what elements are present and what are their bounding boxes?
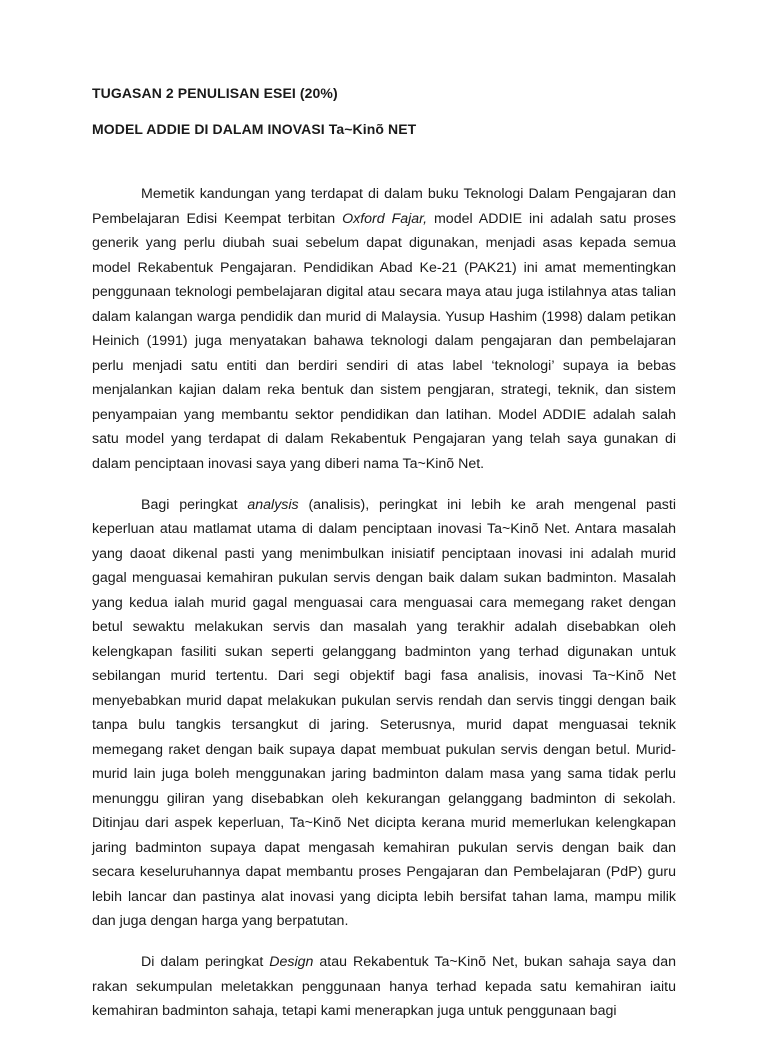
paragraph-text: (analisis), peringkat ini lebih ke arah mengenal pasti keperluan atau matlamat utama di dalam penciptaan inovasi Ta~Kinõ Net. Antara masalah yang daoat dikenal pasti yang menimbulkan inisiatif penciptaan inovasi ini adalah murid gagal menguasai kemahiran pukulan servis dengan baik dalam sukan badminton. Masalah yang kedua ialah murid gagal menguasai cara menguasai cara memegang raket dengan betul sewaktu melakukan servis dan masalah yang terakhir adalah disebabkan oleh kelengkapan fasiliti sukan seperti gelanggang badminton yang terhad digunakan untuk sebilangan murid tertentu. Dari segi objektif bagi fasa analisis, inovasi Ta~Kinõ Net menyebabkan murid dapat melakukan pukulan servis rendah dan servis tinggi dengan baik tanpa bulu tangkis tersangkut di jaring. Seterusnya, murid dapat menguasai teknik memegang raket dengan baik supaya dapat membuat pukulan servis dengan betul. Murid-murid lain juga boleh menggunakan jaring badminton dalam masa yang sama tidak perlu menunggu giliran yang disebabkan oleh kekurangan gelanggang badminton di sekolah. Ditinjau dari aspek keperluan, Ta~Kinõ Net dicipta kerana murid memerlukan kelengkapan jaring badminton supaya dapat mengasah kemahiran pukulan servis dengan baik dan secara keseluruhannya dapat membantu proses Pengajaran dan Pembelajaran (PdP) guru lebih lancar dan pastinya alat inovasi yang dicipta lebih bersifat tahan lama, mampu milik dan juga dengan harga yang berpatutan. (92, 496, 676, 929)
essay-title-main: MODEL ADDIE DI DALAM INOVASI (92, 121, 329, 137)
publisher-name: Oxford Fajar, (342, 210, 428, 227)
assignment-heading: TUGASAN 2 PENULISAN ESEI (20%) (92, 85, 338, 101)
paragraph-analysis (92, 493, 676, 934)
essay-body (92, 182, 676, 1040)
term-design: Design (269, 954, 314, 970)
essay-title-product-name: Ta~Kinõ NET (328, 121, 417, 137)
paragraph-text: model ADDIE ini adalah satu proses generik yang perlu diubah suai sebelum dapat digunakan, menjadi asas kepada semua model Rekabentuk Pengajaran. Pendidikan Abad Ke-21 (PAK21) ini amat mementingkan penggunaan teknologi pembelajaran digital atau secara maya atau juga istilahnya atas talian dalam kalangan warga pendidik dan murid di Malaysia. Yusup Hashim (1998) dalam petikan Heinich (1991) juga menyatakan bahawa teknologi dalam pengajaran dan pembelajaran perlu menjadi satu entiti dan berdiri sendiri di atas label ‘teknologi’ supaya ia bebas menjalankan kajian dalam reka bentuk dan sistem pengjaran, strategi, teknik, dan sistem penyampaian yang membantu sektor pendidikan dan latihan. Model ADDIE adalah salah satu model yang terdapat di dalam Rekabentuk Pengajaran yang telah saya gunakan di dalam penciptaan inovasi saya yang diberi nama Ta~Kinõ Net. (92, 210, 676, 472)
paragraph-text: Bagi peringkat (141, 496, 248, 513)
paragraph-introduction (92, 182, 676, 476)
term-analysis: analysis (247, 496, 299, 513)
paragraph-text: Di dalam peringkat (141, 954, 270, 970)
paragraph-text: Memetik kandungan yang terdapat di dalam buku Teknologi Dalam Pengajaran dan Pembelajaran Edisi Keempat terbitan (92, 186, 676, 227)
essay-title (92, 121, 416, 137)
paragraph-design (92, 950, 676, 1024)
paragraph-text: atau Rekabentuk Ta~Kinõ Net, bukan sahaja saya dan rakan sekumpulan meletakkan penggunaan hanya terhad kepada satu kemahiran iaitu kemahiran badminton sahaja, tetapi kami menerapkan juga untuk penggunaan bagi (92, 954, 676, 1019)
